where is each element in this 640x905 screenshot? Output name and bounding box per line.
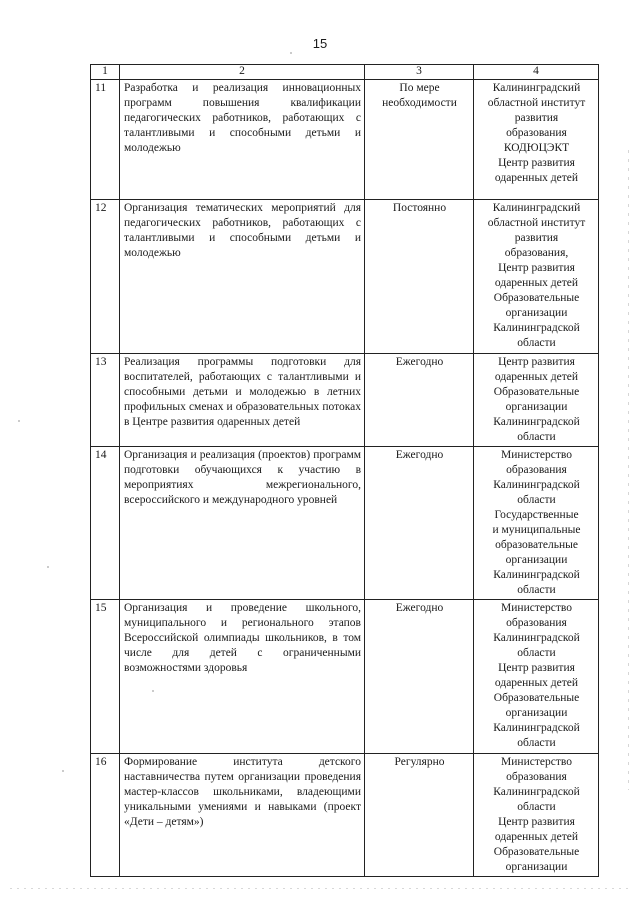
responsible-cell [474,600,599,754]
header-cell: 4 [474,65,599,80]
deadline-cell: Ежегодно [365,354,474,447]
table-row [91,80,599,200]
responsible-line: Калининградской [493,416,580,428]
deadline-cell: Постоянно [365,200,474,354]
table-row [91,447,599,600]
row-number-cell: 14 [91,447,120,600]
row-number-cell: 13 [91,354,120,447]
responsible-line: развития [514,232,559,244]
measure-description-cell: Организация и реализация (проектов) программ подготовки обучающихся к участию в мероприятиях межрегионального, всероссийского и международного уровней [120,447,365,600]
scan-speck [47,566,49,568]
deadline-cell: По мере необходимости [365,80,474,200]
measure-description-cell: Организация тематических мероприятий для педагогических работников, работающих с талантливыми и способными детьми и молодежью [120,200,365,354]
responsible-line: области [517,647,556,659]
responsible-line: Калининградской [493,786,580,798]
table-row [91,354,599,447]
table-row [91,754,599,877]
responsible-line: организации [505,307,568,319]
responsible-line: Калининградской [493,322,580,334]
responsible-line: образовательные [495,539,578,551]
table-row [91,600,599,754]
responsible-line: одаренных детей [494,172,579,184]
responsible-line: организации [505,554,568,566]
scan-speck [290,52,292,54]
responsible-line: Центр развития [498,262,575,274]
responsible-line: области [517,801,556,813]
responsible-line: Министерство [501,449,572,461]
responsible-cell [474,80,599,200]
responsible-line: области [517,337,556,349]
responsible-line: Образовательные [493,386,580,398]
page-number: 15 [312,36,328,51]
responsible-line: Калининградской [493,722,580,734]
responsible-line: Калининградский [492,82,581,94]
scan-artifact-bottom [10,888,628,889]
responsible-line: образования [506,617,567,629]
measure-description-cell: Разработка и реализация инновационных программ повышения квалификации педагогических работников, работающих с талантливыми и способными детьми и молодежью [120,80,365,200]
row-number-cell: 16 [91,754,120,877]
responsible-line: Образовательные [493,692,580,704]
responsible-line: образования [506,771,567,783]
responsible-line: одаренных детей [494,371,579,383]
responsible-line: Образовательные [493,846,580,858]
responsible-line: одаренных детей [494,831,579,843]
responsible-line: Образовательные [493,292,580,304]
responsible-line: Центр развития [498,662,575,674]
responsible-line: организации [505,401,568,413]
table-header-row [91,65,599,80]
responsible-cell [474,354,599,447]
responsible-line: Министерство [501,756,572,768]
responsible-cell [474,447,599,600]
responsible-cell [474,754,599,877]
responsible-line: Калининградской [493,569,580,581]
responsible-line: образования [506,127,567,139]
responsible-line: Государственные [494,509,579,521]
scan-speck [62,770,64,772]
responsible-line: области [517,431,556,443]
row-number-cell: 12 [91,200,120,354]
responsible-line: областной институт [487,97,586,109]
responsible-line: КОДЮЦЭКТ [503,142,570,154]
scan-speck [18,420,20,422]
responsible-line: организации [505,707,568,719]
responsible-line: организации [505,861,568,873]
deadline-cell: Ежегодно [365,447,474,600]
row-number-cell: 15 [91,600,120,754]
measure-description-cell: Организация и проведение школьного, муниципального и регионального этапов Всероссийской олимпиады школьников, в том числе для детей с ограниченными возможностями здоровья [120,600,365,754]
responsible-line: развития [514,112,559,124]
responsible-line: областной институт [487,217,586,229]
deadline-cell: Регулярно [365,754,474,877]
header-cell: 1 [91,65,120,80]
responsible-cell [474,200,599,354]
scan-artifact-right [628,150,629,790]
responsible-line: Центр развития [498,816,575,828]
measure-description-cell: Реализация программы подготовки для воспитателей, работающих с талантливыми и способными детьми и молодежью в летних профильных сменах и образовательных потоках в Центре развития одаренных детей [120,354,365,447]
responsible-line: Центр развития [498,356,575,368]
responsible-line: Центр развития [498,157,575,169]
responsible-line: образования, [504,247,569,259]
responsible-line: Министерство [501,602,572,614]
responsible-line: области [517,737,556,749]
row-number-cell: 11 [91,80,120,200]
header-cell: 2 [120,65,365,80]
responsible-line: области [517,494,556,506]
responsible-line: области [517,584,556,596]
measures-table [90,64,599,877]
responsible-line: Калининградской [493,632,580,644]
responsible-line: Калининградский [492,202,581,214]
table-row [91,200,599,354]
responsible-line: Калининградской [493,479,580,491]
measure-description-cell: Формирование института детского наставничества путем организации проведения мастер-классов школьниками, владеющими уникальными умениями и навыками (проект «Дети – детям») [120,754,365,877]
responsible-line: и муниципальные [492,524,581,536]
responsible-line: образования [506,464,567,476]
responsible-line: одаренных детей [494,277,579,289]
responsible-line: одаренных детей [494,677,579,689]
header-cell: 3 [365,65,474,80]
deadline-cell: Ежегодно [365,600,474,754]
